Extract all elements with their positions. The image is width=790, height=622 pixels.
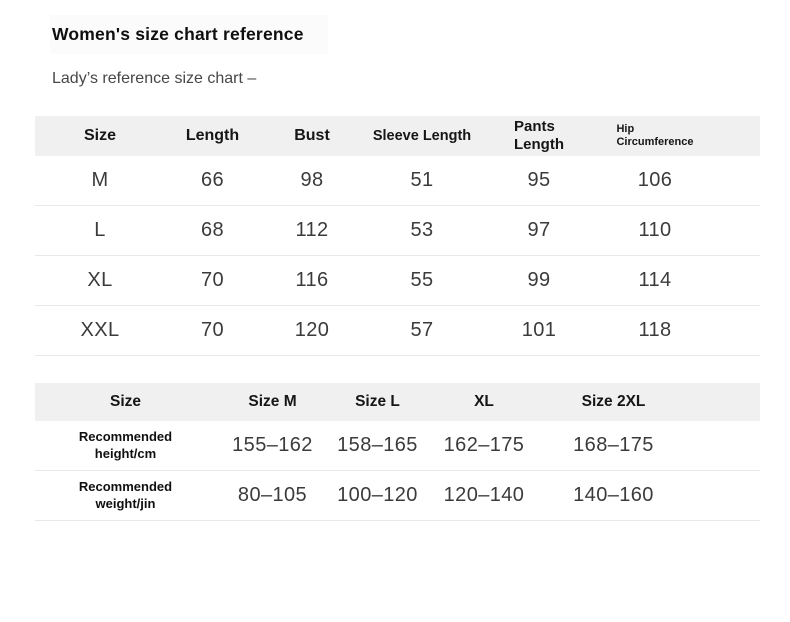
size-cell: XL <box>87 269 113 291</box>
height-range-cell: 155–162 <box>232 434 313 456</box>
length-cell: 70 <box>200 269 225 291</box>
measurement-table <box>35 116 760 356</box>
column-header-length: Length <box>185 127 240 144</box>
title-band <box>50 15 328 54</box>
hip-line1: Hip <box>616 123 635 136</box>
row-label-cell <box>35 421 216 470</box>
column-header-pants-length <box>480 116 598 156</box>
pants-cell: 99 <box>527 269 551 291</box>
spacer <box>712 256 760 305</box>
column-header-size-l: Size L <box>355 393 400 410</box>
size-cell: M <box>91 169 109 191</box>
pants-cell: 97 <box>527 219 551 241</box>
label-line2: weight/jin <box>95 495 156 511</box>
row-label-cell <box>35 471 216 520</box>
table-row-size-xxl <box>35 306 760 356</box>
spacer <box>712 116 760 156</box>
sleeve-cell: 57 <box>410 319 434 341</box>
column-header-hip-circumference <box>598 116 712 156</box>
column-header-sleeve-length: Sleeve Length <box>372 128 472 144</box>
page-subtitle: Lady’s reference size chart – <box>52 70 257 87</box>
hip-cell: 114 <box>638 269 672 291</box>
measurement-table-header-row <box>35 116 760 156</box>
table-row-recommended-weight <box>35 471 760 521</box>
fit-table <box>35 383 760 521</box>
column-header-size: Size <box>83 127 116 144</box>
table-row-recommended-height <box>35 421 760 471</box>
spacer <box>685 383 760 421</box>
bust-cell: 98 <box>300 169 324 191</box>
column-header-size: Size <box>109 393 141 410</box>
weight-range-cell: 140–160 <box>573 484 654 506</box>
pants-length-line1: Pants <box>514 118 555 136</box>
hip-line2: Circumference <box>616 136 694 148</box>
pants-length-line2: Length <box>514 136 564 153</box>
table-row-size-l <box>35 206 760 256</box>
spacer <box>712 306 760 355</box>
table-row-size-xl <box>35 256 760 306</box>
hip-cell: 118 <box>638 319 672 341</box>
label-line2: height/cm <box>94 445 157 461</box>
column-header-xl: XL <box>474 393 494 410</box>
weight-range-cell: 80–105 <box>237 484 308 506</box>
page-title: Women's size chart reference <box>52 24 304 44</box>
size-cell: L <box>94 219 106 241</box>
pants-cell: 95 <box>527 169 551 191</box>
weight-range-cell: 120–140 <box>443 484 525 506</box>
spacer <box>685 421 760 470</box>
table-row-size-m <box>35 156 760 206</box>
sleeve-cell: 51 <box>410 169 434 191</box>
column-header-bust: Bust <box>294 127 330 144</box>
sleeve-cell: 55 <box>410 269 434 291</box>
height-range-cell: 158–165 <box>337 434 418 456</box>
bust-cell: 116 <box>295 269 329 291</box>
spacer <box>712 206 760 255</box>
length-cell: 66 <box>200 169 225 191</box>
height-range-cell: 162–175 <box>443 434 525 456</box>
hip-cell: 110 <box>638 219 672 241</box>
hip-cell: 106 <box>637 169 673 191</box>
bust-cell: 120 <box>294 319 330 341</box>
column-header-size-m: Size M <box>248 393 297 410</box>
column-header-size-2xl: Size 2XL <box>581 393 646 410</box>
pants-cell: 101 <box>521 319 557 341</box>
spacer <box>685 471 760 520</box>
fit-table-header-row <box>35 383 760 421</box>
label-line1: Recommended <box>78 428 173 444</box>
weight-range-cell: 100–120 <box>337 484 418 506</box>
sleeve-cell: 53 <box>410 219 434 241</box>
spacer <box>712 156 760 205</box>
length-cell: 70 <box>200 319 225 341</box>
size-cell: XXL <box>80 319 120 341</box>
height-range-cell: 168–175 <box>573 434 654 456</box>
bust-cell: 112 <box>295 219 329 241</box>
label-line1: Recommended <box>78 478 173 494</box>
length-cell: 68 <box>200 219 225 241</box>
